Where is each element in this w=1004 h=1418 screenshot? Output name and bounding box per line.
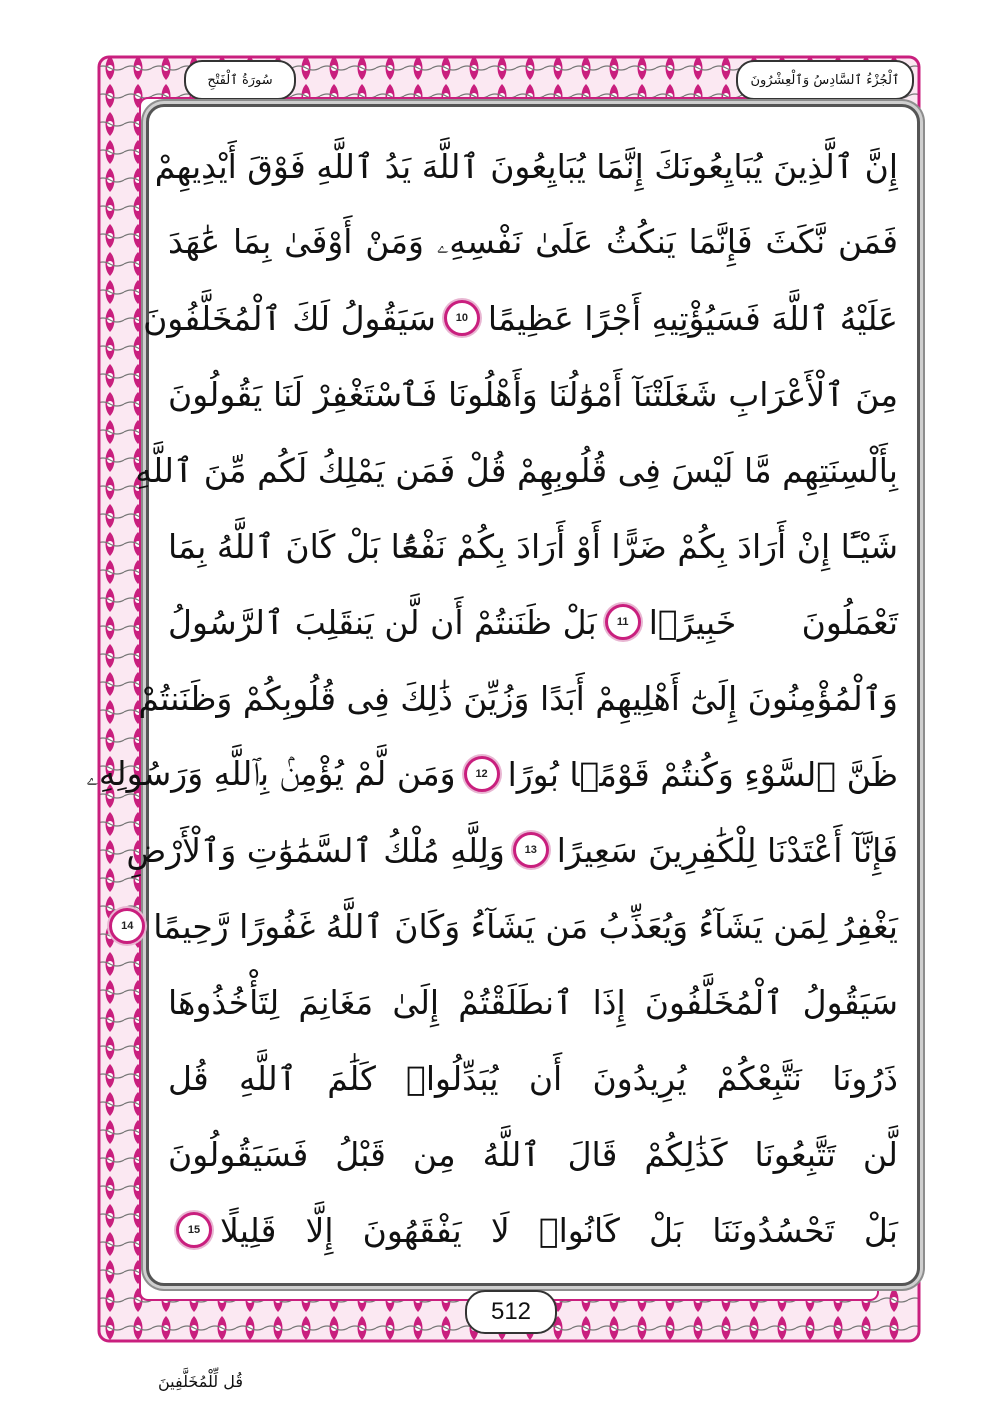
verse-text: سَيَقُولُ لَكَ ٱلْمُخَلَّفُونَ bbox=[143, 298, 436, 338]
verse-line bbox=[121, 888, 898, 964]
verse-line bbox=[168, 204, 898, 280]
ayah-number-marker: 13 bbox=[513, 832, 549, 868]
verse-text: وَمَن لَّمْ يُؤْمِنۢ بِٱللَّهِ وَرَسُولِهِۦ bbox=[86, 754, 456, 793]
ayah-number-marker: 14 bbox=[109, 908, 145, 944]
page-number: 512 bbox=[465, 1290, 557, 1334]
verse-text: ذَرُونَا نَتَّبِعْكُمْ يُرِيدُونَ أَن يُبَدِّلُوا۟ كَلَٰمَ ٱللَّهِ قُل bbox=[168, 1058, 898, 1098]
verse-lines bbox=[86, 128, 898, 1268]
verse-text: مِنَ ٱلْأَعْرَابِ شَغَلَتْنَآ أَمْوَٰلُنَا وَأَهْلُونَا فَٱسْتَغْفِرْ لَنَا يَقُولُونَ bbox=[168, 374, 898, 414]
verse-line bbox=[168, 584, 898, 660]
verse-line bbox=[168, 356, 898, 432]
verse-line bbox=[135, 432, 898, 508]
verse-text: بِأَلْسِنَتِهِم مَّا لَيْسَ فِى قُلُوبِهِمْ قُلْ فَمَن يَمْلِكُ لَكُم مِّنَ ٱللَّهِ bbox=[135, 450, 898, 490]
verse-line bbox=[154, 128, 898, 204]
verse-text: شَيْـًٔا إِنْ أَرَادَ بِكُمْ ضَرًّا أَوْ أَرَادَ بِكُمْ نَفْعًۢا بَلْ كَانَ ٱللَّهُ بِمَا bbox=[168, 526, 898, 566]
surah-label: سُورَةُ ٱلْفَتْحِ bbox=[184, 60, 296, 100]
verse-text: عَلَيْهُ ٱللَّهَ فَسَيُؤْتِيهِ أَجْرًا عَظِيمًا bbox=[487, 298, 898, 338]
juz-label: ٱلْجُزْءُ ٱلسَّادِسُ وَٱلْعِشْرُونَ bbox=[736, 60, 914, 100]
verse-text: لَّن تَتَّبِعُونَا كَذَٰلِكُمْ قَالَ ٱللَّهُ مِن قَبْلُ فَسَيَقُولُونَ bbox=[168, 1134, 898, 1174]
verse-line bbox=[126, 812, 898, 888]
verse-text: ظَنَّ ٱلسَّوْءِ وَكُنتُمْ قَوْمًۢا بُورًا bbox=[507, 754, 898, 794]
ayah-number-marker: 11 bbox=[605, 604, 641, 640]
ayah-number-marker: 12 bbox=[464, 756, 500, 792]
verse-text: وَلِلَّهِ مُلْكُ ٱلسَّمَٰوَٰتِ وَٱلْأَرْضِ bbox=[126, 830, 505, 870]
verse-line bbox=[86, 736, 898, 812]
verse-text: بَلْ ظَنَنتُمْ أَن لَّن يَنقَلِبَ ٱلرَّسُولُ bbox=[168, 602, 597, 642]
verse-text: سَيَقُولُ ٱلْمُخَلَّفُونَ إِذَا ٱنطَلَقْتُمْ إِلَىٰ مَغَانِمَ لِتَأْخُذُوهَا bbox=[168, 982, 898, 1022]
verse-line bbox=[143, 280, 898, 356]
catchword: قُل لِّلْمُخَلَّفِينَ bbox=[158, 1372, 243, 1391]
verse-text: بَلْ تَحْسُدُونَنَا بَلْ كَانُوا۟ لَا يَفْقَهُونَ إِلَّا قَلِيلًا bbox=[220, 1210, 898, 1250]
verse-line bbox=[168, 964, 898, 1040]
verse-line bbox=[168, 1192, 898, 1268]
verse-text: فَمَن نَّكَثَ فَإِنَّمَا يَنكُثُ عَلَىٰ نَفْسِهِۦ وَمَنْ أَوْفَىٰ بِمَا عَٰهَدَ bbox=[168, 222, 898, 261]
verse-line bbox=[168, 508, 898, 584]
verse-line bbox=[138, 660, 898, 736]
verse-text: تَعْمَلُونَ خَبِيرًۢا bbox=[648, 602, 898, 642]
verse-text: يَغْفِرُ لِمَن يَشَآءُ وَيُعَذِّبُ مَن يَشَآءُ وَكَانَ ٱللَّهُ غَفُورًا رَّحِيمًا bbox=[153, 906, 898, 946]
verse-line bbox=[168, 1040, 898, 1116]
verse-line bbox=[168, 1116, 898, 1192]
verse-text: فَإِنَّآ أَعْتَدْنَا لِلْكَٰفِرِينَ سَعِيرًا bbox=[556, 830, 898, 870]
verse-text: إِنَّ ٱلَّذِينَ يُبَايِعُونَكَ إِنَّمَا يُبَايِعُونَ ٱللَّهَ يَدُ ٱللَّهِ فَوْقَ أَيْدِيهِمْ bbox=[154, 146, 898, 186]
ayah-number-marker: 15 bbox=[176, 1212, 212, 1248]
verse-text: وَٱلْمُؤْمِنُونَ إِلَىٰٓ أَهْلِيهِمْ أَبَدًا وَزُيِّنَ ذَٰلِكَ فِى قُلُوبِكُمْ وَظَنَنتُمْ bbox=[138, 678, 898, 718]
ayah-number-marker: 10 bbox=[444, 300, 480, 336]
